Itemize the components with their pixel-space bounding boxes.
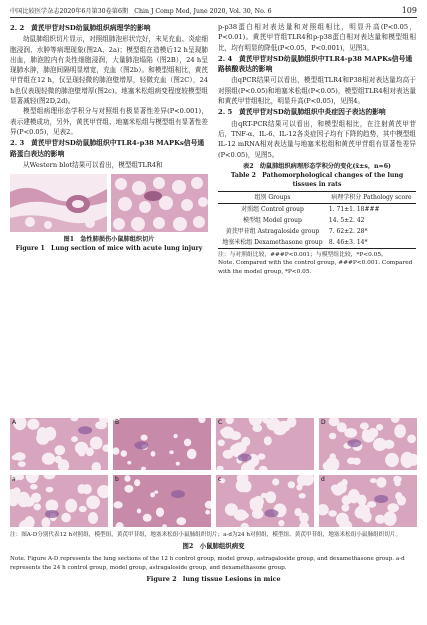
figure-1-micrograph-left bbox=[10, 174, 107, 232]
figure-2-panel-grid bbox=[10, 418, 417, 527]
table-2 bbox=[218, 191, 416, 249]
figure-2-panel-label: C bbox=[218, 419, 223, 426]
section-2-4-paragraph-1: 由qPCR结果可以看出，模型组TLR4和P38相对表达量均高于对照组(P<0.05)和地塞米松组(P<0.05)，模型组TLR4相对表达量和黄芪甲苷组相比，明显升高(P<0.05)，见图4。 bbox=[218, 76, 416, 106]
figure-2-note-zh: 注：图A-D分别代表12 h对照组，模型组，黄芪甲苷组，地塞米松组小鼠肺组织切片；a-d为24 h对照组，模型组、黄芪甲苷组，地塞米松组小鼠肺组织切片。 bbox=[10, 532, 402, 538]
table-cell-score: 14. 5±2. 42 bbox=[328, 216, 365, 224]
section-2-2-title: 2. 2 黄芪甲苷对SD幼鼠肺组织病理学的影响 bbox=[10, 24, 151, 32]
figure-1-images bbox=[10, 174, 208, 232]
figure-2-panel-upper-A bbox=[10, 418, 108, 470]
figure-1-caption bbox=[10, 235, 208, 253]
section-2-5-paragraph-1: 由qRT-PCR结果可以看出，和模型组相比，在注射黄芪甲苷后，TNF-α、IL-6、IL-12各炎症因子均有下降的趋势，其中模型组IL-12 mRNA相对表达量与地塞米松组和黄芪甲苷组有显著性差异(P<0.05)，见图5。 bbox=[218, 119, 416, 159]
section-2-3-paragraph-1: 从Western blot结果可以看出，模型组TLR4和 bbox=[23, 160, 163, 169]
journal-citation: 中国比较医学杂志2020年6月第30卷第6期 Chin J Comp Med, June 2020, Vol. 30, No. 6 bbox=[10, 8, 272, 15]
table-2-title-zh: 表2 幼鼠肺组织病理形态学积分的变化(x̄±s，n=6) bbox=[243, 162, 391, 170]
figure-2-panel-upper-C bbox=[216, 418, 314, 470]
figure-2-panel-label: A bbox=[12, 419, 17, 426]
figure-2-panel-label: D bbox=[321, 419, 326, 426]
figure-2 bbox=[10, 418, 417, 584]
figure-2-caption-zh: 图2 小鼠肺组织病变 bbox=[182, 542, 245, 551]
figure-2-panel-lower-b bbox=[113, 475, 211, 527]
figure-1-micrograph-right bbox=[111, 174, 208, 232]
table-row bbox=[218, 237, 416, 249]
table-row bbox=[218, 226, 416, 237]
table-row bbox=[218, 215, 416, 226]
figure-2-panel-lower-c bbox=[216, 475, 314, 527]
table-cell-group: 黄芪甲苷组 Astragaloside group bbox=[225, 227, 320, 235]
table-cell-group: 地塞米松组 Dexamethasone group bbox=[222, 238, 323, 246]
figure-2-panel-upper-D bbox=[319, 418, 417, 470]
section-2-3-title: 2. 3 黄芪甲苷对SD幼鼠肺组织中TLR4-p38 MAPKs信号通路蛋白表达的影响 bbox=[10, 139, 205, 158]
section-2-2-paragraph-1: 幼鼠肺组织切片显示，对照组肺泡形状完好，未见充血、炎症细胞浸润、水肿等病理现象(图2A、2a)；模型组在造模后12 h呈现肺出血，肺泡腔内有炎性细胞浸润，大量肺泡塌陷（图2B），24 h呈现肺水肿，肺泡间隔明显增宽，充血（图2b）。和模型组相比，黄芪甲苷组在12 h，仅呈现轻微的肺泡壁增厚，轻微充血（图2C），24 h也仅表现轻微的肺泡壁增厚(图2c)。地塞米松组病变程度较模型组显著减轻(图2D,2d)。 bbox=[10, 35, 208, 106]
table-header-row bbox=[218, 191, 416, 203]
section-2-2-paragraph-2: 模型组病理形态学积分与对照组有极显著性差异(P<0.001)，表示建模成功，另外，黄芪甲苷组、地塞米松组与模型组有显著性差异(P<0.05)，见表2。 bbox=[10, 107, 208, 136]
figure-2-panel-label: d bbox=[321, 476, 325, 483]
section-2-3-continuation: p-p38蛋白相对表达量和对照组相比，明显升高(P<0.05，P<0.01)。黄芪甲苷组TLR4和p-p38蛋白相对表达量和模型组相比，均有明显的降低(P<0.05，P<0.001)，见图3。 bbox=[218, 23, 416, 52]
figure-2-panel-upper-B bbox=[113, 418, 211, 470]
table-row bbox=[218, 203, 416, 215]
right-column bbox=[218, 22, 416, 277]
table-2-caption bbox=[218, 162, 416, 189]
table-cell-score: 1. 71±1. 18### bbox=[328, 205, 380, 213]
table-cell-group: 模型组 Model group bbox=[242, 216, 302, 224]
table-cell-group: 对照组 Control group bbox=[241, 205, 304, 213]
section-2-5-title: 2. 5 黄芪甲苷对SD幼鼠肺组织中炎症因子表达的影响 bbox=[218, 108, 386, 117]
table-2-title-en: Table 2 Pathomorphological changes of the lung tissues in rats bbox=[230, 171, 404, 188]
figure-2-caption-en: Figure 2 lung tissue Lesions in mice bbox=[146, 575, 281, 584]
table-2-note bbox=[218, 251, 416, 277]
page-number: 109 bbox=[401, 6, 417, 15]
table-header-groups: 组别 Groups bbox=[254, 193, 291, 201]
table-cell-score: 7. 62±2. 28* bbox=[328, 227, 368, 235]
section-2-4-title: 2. 4 黄芪甲苷对SD幼鼠肺组织中TLR4-p38 MAPKs信号通路核酸表达的影响 bbox=[218, 54, 413, 74]
figure-2-panel-label: B bbox=[115, 419, 120, 426]
header-rule bbox=[10, 17, 417, 18]
left-column bbox=[10, 22, 208, 253]
figure-1-caption-en: Figure 1 Lung section of mice with acute lung injury bbox=[15, 245, 203, 253]
table-header-score: 病理学积分 Pathology score bbox=[331, 193, 412, 201]
figure-2-note-en: Note. Figure A-D represents the lung sections of the 12 h control group, model group, astragaloside group, and dexamethasone group. a-d represents the 24 h control group, model group, astragaloside group, and dexamethasone group. bbox=[10, 556, 405, 571]
figure-1-caption-zh: 图1 急性肺损伤小鼠肺组织切片 bbox=[63, 236, 155, 244]
figure-2-panel-label: b bbox=[115, 476, 119, 483]
table-2-note-zh: 注：与对照组比较，###P<0.001；与模型组比较，*P<0.05。 bbox=[218, 251, 387, 258]
running-header bbox=[10, 5, 417, 15]
figure-2-panel-label: a bbox=[12, 476, 16, 483]
table-cell-score: 8. 46±3. 14* bbox=[328, 238, 368, 246]
table-2-note-en: Note. Compared with the control group, ###P<0.001. Compared with the model group, *P<0.05. bbox=[218, 260, 413, 276]
figure-2-panel-lower-a bbox=[10, 475, 108, 527]
figure-2-panel-lower-d bbox=[319, 475, 417, 527]
figure-2-panel-label: c bbox=[218, 476, 222, 483]
